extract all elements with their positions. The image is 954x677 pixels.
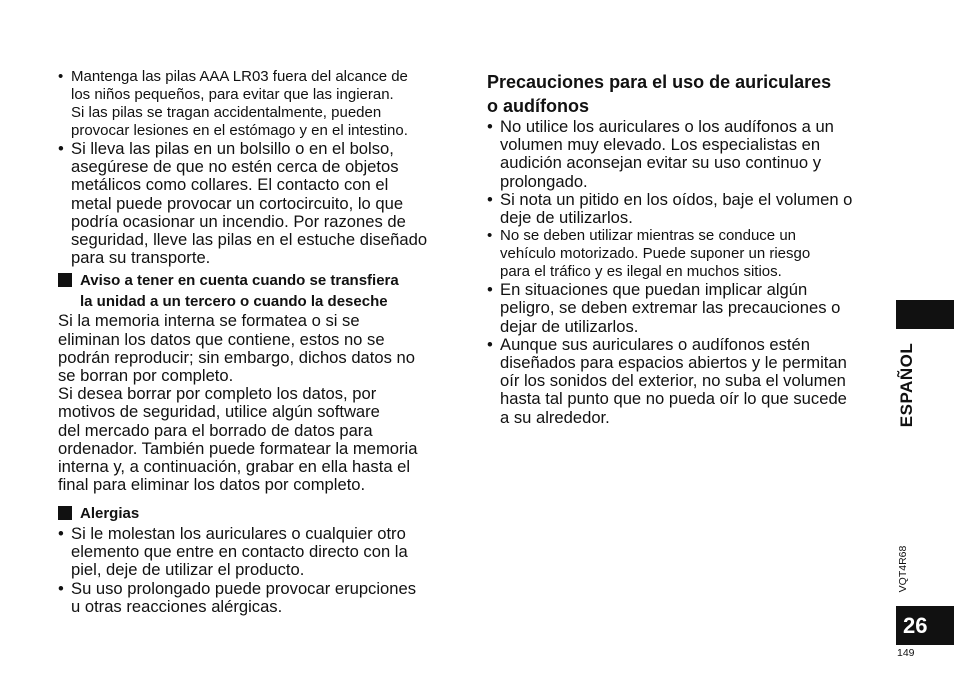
list-item-open-air: • Aunque sus auriculares o audífonos estén diseñados para espacios abiertos y le permitan oír los sonidos del exterior, no suba el volumen hasta tal punto que no pueda oír lo que sucede a su alrededor. xyxy=(487,336,891,427)
notice-paragraph-1: Si la memoria interna se formatea o si se eliminan los datos que contiene, estos no se podrán reproducir; sin embargo, dichos datos no se borran por completo. xyxy=(58,311,415,386)
batteries-list xyxy=(58,68,468,267)
right-column xyxy=(487,70,891,427)
square-bullet-icon xyxy=(58,273,72,287)
list-item-allergy-skin: • Si le molestan los auriculares o cualquier otro elemento que entre en contacto directo con la piel, deje de utilizar el producto. xyxy=(58,525,468,580)
list-item-battery-pocket: • Si lleva las pilas en un bolsillo o en el bolso, asegúrese de que no estén cerca de objetos metálicos como collares. El contacto con el metal puede provocar un cortocircuito, lo que podría ocasionar un incendio. Por razones de seguridad, lleve las pilas en el estuche diseñado para su transporte. xyxy=(58,140,468,267)
language-tab-marker xyxy=(896,300,954,329)
model-code xyxy=(893,535,913,603)
total-page-number: 149 xyxy=(897,647,915,659)
square-bullet-icon xyxy=(58,506,72,520)
list-item-danger: • En situaciones que puedan implicar algún peligro, se deben extremar las precauciones o dejar de utilizarlos. xyxy=(487,281,891,336)
list-item-volume: • No utilice los auriculares o los audífonos a un volumen muy elevado. Los especialistas en audición aconsejan evitar su uso continuo y prolongado. xyxy=(487,118,891,191)
list-item-battery-children: • Mantenga las pilas AAA LR03 fuera del alcance de los niños pequeños, para evitar que las ingieran. Si las pilas se tragan accidentalmente, pueden provocar lesiones en el estómago y en el intestino. xyxy=(58,68,468,140)
headphones-list xyxy=(487,118,891,427)
model-code-text: VQT4R68 xyxy=(897,545,909,593)
language-label-text: ESPAÑOL xyxy=(897,342,916,428)
page-number: 26 xyxy=(903,613,928,638)
headphones-section-title: Precauciones para el uso de auriculares o audífonos xyxy=(487,72,832,116)
list-item-allergy-rash: • Su uso prolongado puede provocar erupciones u otras reacciones alérgicas. xyxy=(58,580,468,616)
allergies-list xyxy=(58,525,468,616)
left-column xyxy=(58,68,468,616)
allergies-heading xyxy=(58,504,468,525)
language-label xyxy=(893,330,921,440)
notice-heading: Aviso a tener en cuenta cuando se transfiera la unidad a un tercero o cuando la deseche xyxy=(58,271,468,312)
list-item-ringing: • Si nota un pitido en los oídos, baje el volumen o deje de utilizarlos. xyxy=(487,191,891,227)
page-number-box xyxy=(896,606,954,645)
notice-paragraph-2: Si desea borrar por completo los datos, por motivos de seguridad, utilice algún software del mercado para el borrado de datos para ordenador. También puede formatear la memoria interna y, a continuación, grabar en ella hasta el final para eliminar los datos por completo. xyxy=(58,384,418,495)
list-item-driving: • No se deben utilizar mientras se conduce un vehículo motorizado. Puede suponer un riesgo para el tráfico y es ilegal en muchos sitios. xyxy=(487,227,891,281)
allergies-heading-text: Alergias xyxy=(80,505,140,523)
